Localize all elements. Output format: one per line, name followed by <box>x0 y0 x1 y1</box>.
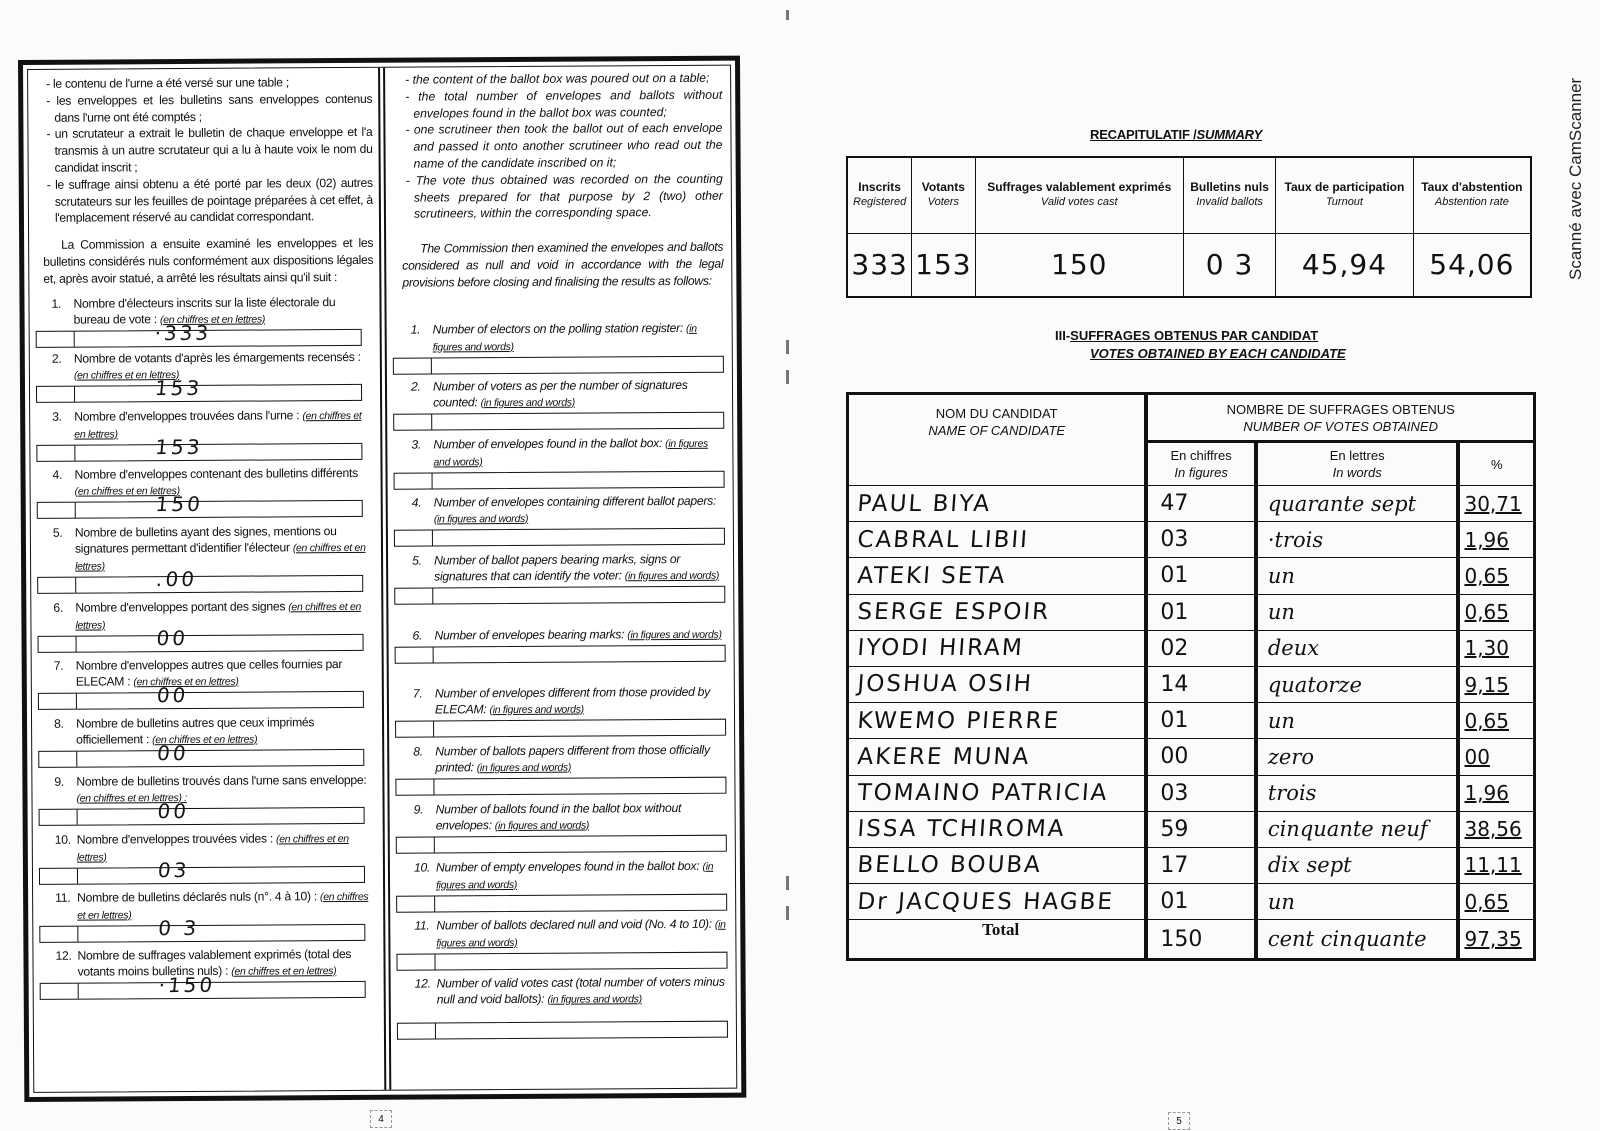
summary-registered-value: 333 <box>847 233 912 297</box>
english-field-7[interactable] <box>395 718 726 737</box>
table-row: AKERE MUNA 00 zero 00 <box>848 739 1535 775</box>
french-field-6[interactable] <box>38 625 364 652</box>
english-bullet: - one scrutineer then took the ballot out of each envelope and passed it onto another scrutineer who read out the name of the candidate inscribed on it; <box>401 120 722 172</box>
english-field-6[interactable] <box>395 644 726 663</box>
french-field-1[interactable] <box>36 320 362 347</box>
french-field-10[interactable] <box>39 857 365 884</box>
table-row: BELLO BOUBA 17 dix sept 11,11 <box>848 847 1535 883</box>
english-item-6: 6. Number of envelopes bearing marks: (in figures and words) <box>412 626 722 643</box>
table-row: SERGE ESPOIR 01 un 0,65 <box>848 594 1535 630</box>
french-item-11: 11. Nombre de bulletins déclarés nuls (n°. 4 à 10) : (en chiffres et en lettres) <box>55 888 369 922</box>
english-field-11[interactable] <box>396 951 727 970</box>
table-row: JOSHUA OSIH 14 quatorze 9,15 <box>848 666 1535 702</box>
summary-valid-votes-value: 150 <box>975 233 1183 297</box>
english-column <box>383 66 736 1090</box>
french-item-8: 8. Nombre de bulletins autres que ceux imprimés officiellement : (en chiffres et en lettres) <box>54 714 315 747</box>
summary-turnout-value: 45,94 <box>1276 233 1414 297</box>
english-bullet: - the total number of envelopes and ballots without envelopes found in the ballot box was counted; <box>401 86 722 122</box>
english-items <box>403 319 728 1045</box>
summary-title: RECAPITULATIF /SUMMARY <box>1090 127 1263 142</box>
french-item-7: 7. Nombre d'enveloppes autres que celles fournies par ELECAM : (en chiffres et en lettres) <box>53 656 343 689</box>
english-field-5[interactable] <box>394 585 725 604</box>
handwritten-value: 00 <box>156 740 190 765</box>
summary-abstention-value: 54,06 <box>1413 233 1531 297</box>
header-percent: % <box>1458 442 1534 486</box>
table-row: CABRAL LIBII 03 ·trois 1,96 <box>848 522 1535 558</box>
french-item-12: 12. Nombre de suffrages valablement exprimés (total des votants moins bulletins nuls) : (en chiffres et en lettres) <box>55 946 352 979</box>
french-item-3: 3. Nombre d'enveloppes trouvées dans l'urne : (en chiffres et en lettres) <box>52 407 362 441</box>
french-field-5[interactable] <box>37 566 363 593</box>
handwritten-value: .00 <box>154 566 199 591</box>
french-item-6: 6. Nombre d'enveloppes portant des signes (en chiffres et en lettres) <box>53 598 362 632</box>
camscanner-watermark: Scanné avec CamScanner <box>1566 77 1585 280</box>
table-row: PAUL BIYA 47 quarante sept 30,71 <box>848 486 1535 522</box>
english-item-9: 9. Number of ballots found in the ballot box without envelopes: (in figures and words) <box>413 800 682 833</box>
french-field-11[interactable] <box>39 915 365 942</box>
table-row: Dr JACQUES HAGBE 01 un 0,65 <box>848 884 1535 920</box>
handwritten-value: 0 3 <box>157 915 201 940</box>
french-item-1: 1. Nombre d'électeurs inscrits sur la liste électorale du bureau de vote : (en chiffres et en lettres) <box>51 294 336 327</box>
handwritten-value: ·333 <box>153 320 213 345</box>
english-field-8[interactable] <box>395 776 726 795</box>
handwritten-value: 03 <box>156 857 191 882</box>
scan-mark <box>786 906 789 920</box>
french-item-2: 2. Nombre de votants d'après les émargements recensés : (en chiffres et en lettres) <box>51 349 361 382</box>
english-item-3: 3. Number of envelopes found in the ballot box: (in figures and words) <box>411 435 708 469</box>
table-row: KWEMO PIERRE 01 un 0,65 <box>848 703 1535 739</box>
page-number-left: 4 <box>370 1110 392 1128</box>
french-field-3[interactable] <box>36 434 362 461</box>
summary-invalid-value: 0 3 <box>1183 233 1275 297</box>
english-procedure-list <box>401 70 723 223</box>
french-field-8[interactable] <box>38 740 364 767</box>
handwritten-value: 153 <box>154 434 204 459</box>
french-item-10: 10. Nombre d'enveloppes trouvées vides : (en chiffres et en lettres) <box>54 831 349 864</box>
english-item-7: 7. Number of envelopes different from those provided by ELECAM: (in figures and words) <box>412 684 710 717</box>
header-candidate-name: NOM DU CANDIDAT NAME OF CANDIDATE <box>848 394 1147 486</box>
english-field-10[interactable] <box>396 893 727 912</box>
page-number-right: 5 <box>1168 1112 1190 1130</box>
scan-mark <box>786 876 789 890</box>
english-intro: The Commission then examined the envelopes and ballots considered as null and void in accordance with the legal provisions before closing and finalising the results as follows: <box>402 239 724 290</box>
french-field-12[interactable] <box>40 972 366 999</box>
table-row: TOMAINO PATRICIA 03 trois 1,96 <box>848 775 1535 811</box>
summary-header-valid-votes: Suffrages valablement exprimés Valid votes cast <box>975 157 1183 233</box>
scan-mark <box>786 10 789 20</box>
handwritten-value: 00 <box>156 798 191 823</box>
english-item-10: 10. Number of empty envelopes found in the ballot box: (in figures and words) <box>413 858 714 892</box>
french-intro: La Commission a ensuite examiné les enveloppes et les bulletins considérés nuls conformément aux dispositions légales et, après avoir statué, a arrêté les résultats ainsi qu'il suit : <box>43 236 374 286</box>
english-bullet: - the content of the ballot box was poured out on a table; <box>401 70 722 89</box>
english-item-4: 4. Number of envelopes containing different ballot papers: (in figures and words) <box>411 493 717 526</box>
summary-header-abstention: Taux d'abstention Abstention rate <box>1413 157 1531 233</box>
english-bullet: - The vote thus obtained was recorded on the counting sheets prepared for that purpose by 2 (two) other scrutineers, within the corresponding space. <box>402 170 723 222</box>
french-field-7[interactable] <box>38 682 364 709</box>
votes-table <box>846 392 1536 961</box>
french-items <box>43 293 377 1017</box>
summary-table <box>846 156 1532 298</box>
french-item-4: 4. Nombre d'enveloppes contenant des bulletins différents (en chiffres et en lettres) <box>52 465 358 498</box>
english-field-12[interactable] <box>397 1020 728 1039</box>
summary-voters-value: 153 <box>912 233 975 297</box>
header-votes-obtained: NOMBRE DE SUFFRAGES OBTENUS NUMBER OF VOTES OBTAINED <box>1146 394 1534 442</box>
english-field-3[interactable] <box>394 470 725 489</box>
french-procedure-list <box>42 74 373 227</box>
french-field-4[interactable] <box>37 491 363 518</box>
total-row: Total 150 cent cinquante 97,35 <box>848 920 1535 960</box>
summary-header-voters: Votants Voters <box>912 157 975 233</box>
english-field-2[interactable] <box>393 411 724 430</box>
summary-header-turnout: Taux de participation Turnout <box>1276 157 1414 233</box>
summary-header-invalid: Bulletins nuls Invalid ballots <box>1183 157 1275 233</box>
english-item-5: 5. Number of ballot papers bearing marks, signs or signatures that can identify the voter: (in figures and words) <box>412 551 720 584</box>
scan-mark <box>786 340 789 354</box>
english-item-2: 2. Number of voters as per the number of signatures counted: (in figures and words) <box>410 377 688 410</box>
french-item-5: 5. Nombre de bulletins ayant des signes, mentions ou signatures permettant d'identifier l'électeur (en chiffres et en lettres) <box>52 523 366 573</box>
french-item-9: 9. Nombre de bulletins trouvés dans l'urne sans enveloppe: (en chiffres et en lettres) : <box>54 772 367 805</box>
handwritten-value: 153 <box>153 375 204 400</box>
header-in-words: En lettres In words <box>1256 442 1459 486</box>
french-field-9[interactable] <box>39 798 365 825</box>
english-field-1[interactable] <box>393 355 724 374</box>
table-row: IYODI HIRAM 02 deux 1,30 <box>848 630 1535 666</box>
scan-mark <box>786 370 789 384</box>
english-item-8: 8. Number of ballots papers different from those officially printed: (in figures and words) <box>413 742 710 775</box>
english-field-9[interactable] <box>396 834 727 853</box>
french-bullet: - le suffrage ainsi obtenu a été porté par les deux (02) autres scrutateurs sur les feuilles de pointage préparées à cet effet, à l'emplacement réservé au candidat correspondant. <box>43 175 373 227</box>
english-item-11: 11. Number of ballots declared null and void (No. 4 to 10): (in figures and words) <box>414 916 726 950</box>
english-item-12: 12. Number of valid votes cast (total number of voters minus null and void ballots): (in figures and words) <box>414 974 725 1007</box>
handwritten-value: ·150 <box>157 972 217 997</box>
handwritten-value: 150 <box>154 491 205 516</box>
header-in-figures: En chiffres In figures <box>1146 442 1255 486</box>
french-bullet: - un scrutateur a extrait le bulletin de chaque enveloppe et l'a transmis à un autre scrutateur qui a lu à haute voix le nom du candidat inscrit ; <box>42 124 372 176</box>
french-bullet: - les enveloppes et les bulletins sans enveloppes contenus dans l'urne ont été comptés ; <box>42 91 372 127</box>
left-page-frame <box>18 56 746 1102</box>
french-bullet: - le contenu de l'urne a été versé sur une table ; <box>42 74 372 93</box>
summary-header-registered: Inscrits Registered <box>847 157 912 233</box>
handwritten-value: 00 <box>155 625 190 650</box>
votes-section-title: III-SUFFRAGES OBTENUS PAR CANDIDAT VOTES OBTAINED BY EACH CANDIDATE <box>1055 328 1346 361</box>
table-row: ISSA TCHIROMA 59 cinquante neuf 38,56 <box>848 811 1535 847</box>
handwritten-value: 00 <box>155 682 190 707</box>
table-row: ATEKI SETA 01 un 0,65 <box>848 558 1535 594</box>
french-field-2[interactable] <box>36 375 362 402</box>
english-field-4[interactable] <box>394 527 725 546</box>
english-item-1: 1. Number of electors on the polling station register: (in figures and words) <box>410 320 697 354</box>
french-column <box>28 68 386 1092</box>
